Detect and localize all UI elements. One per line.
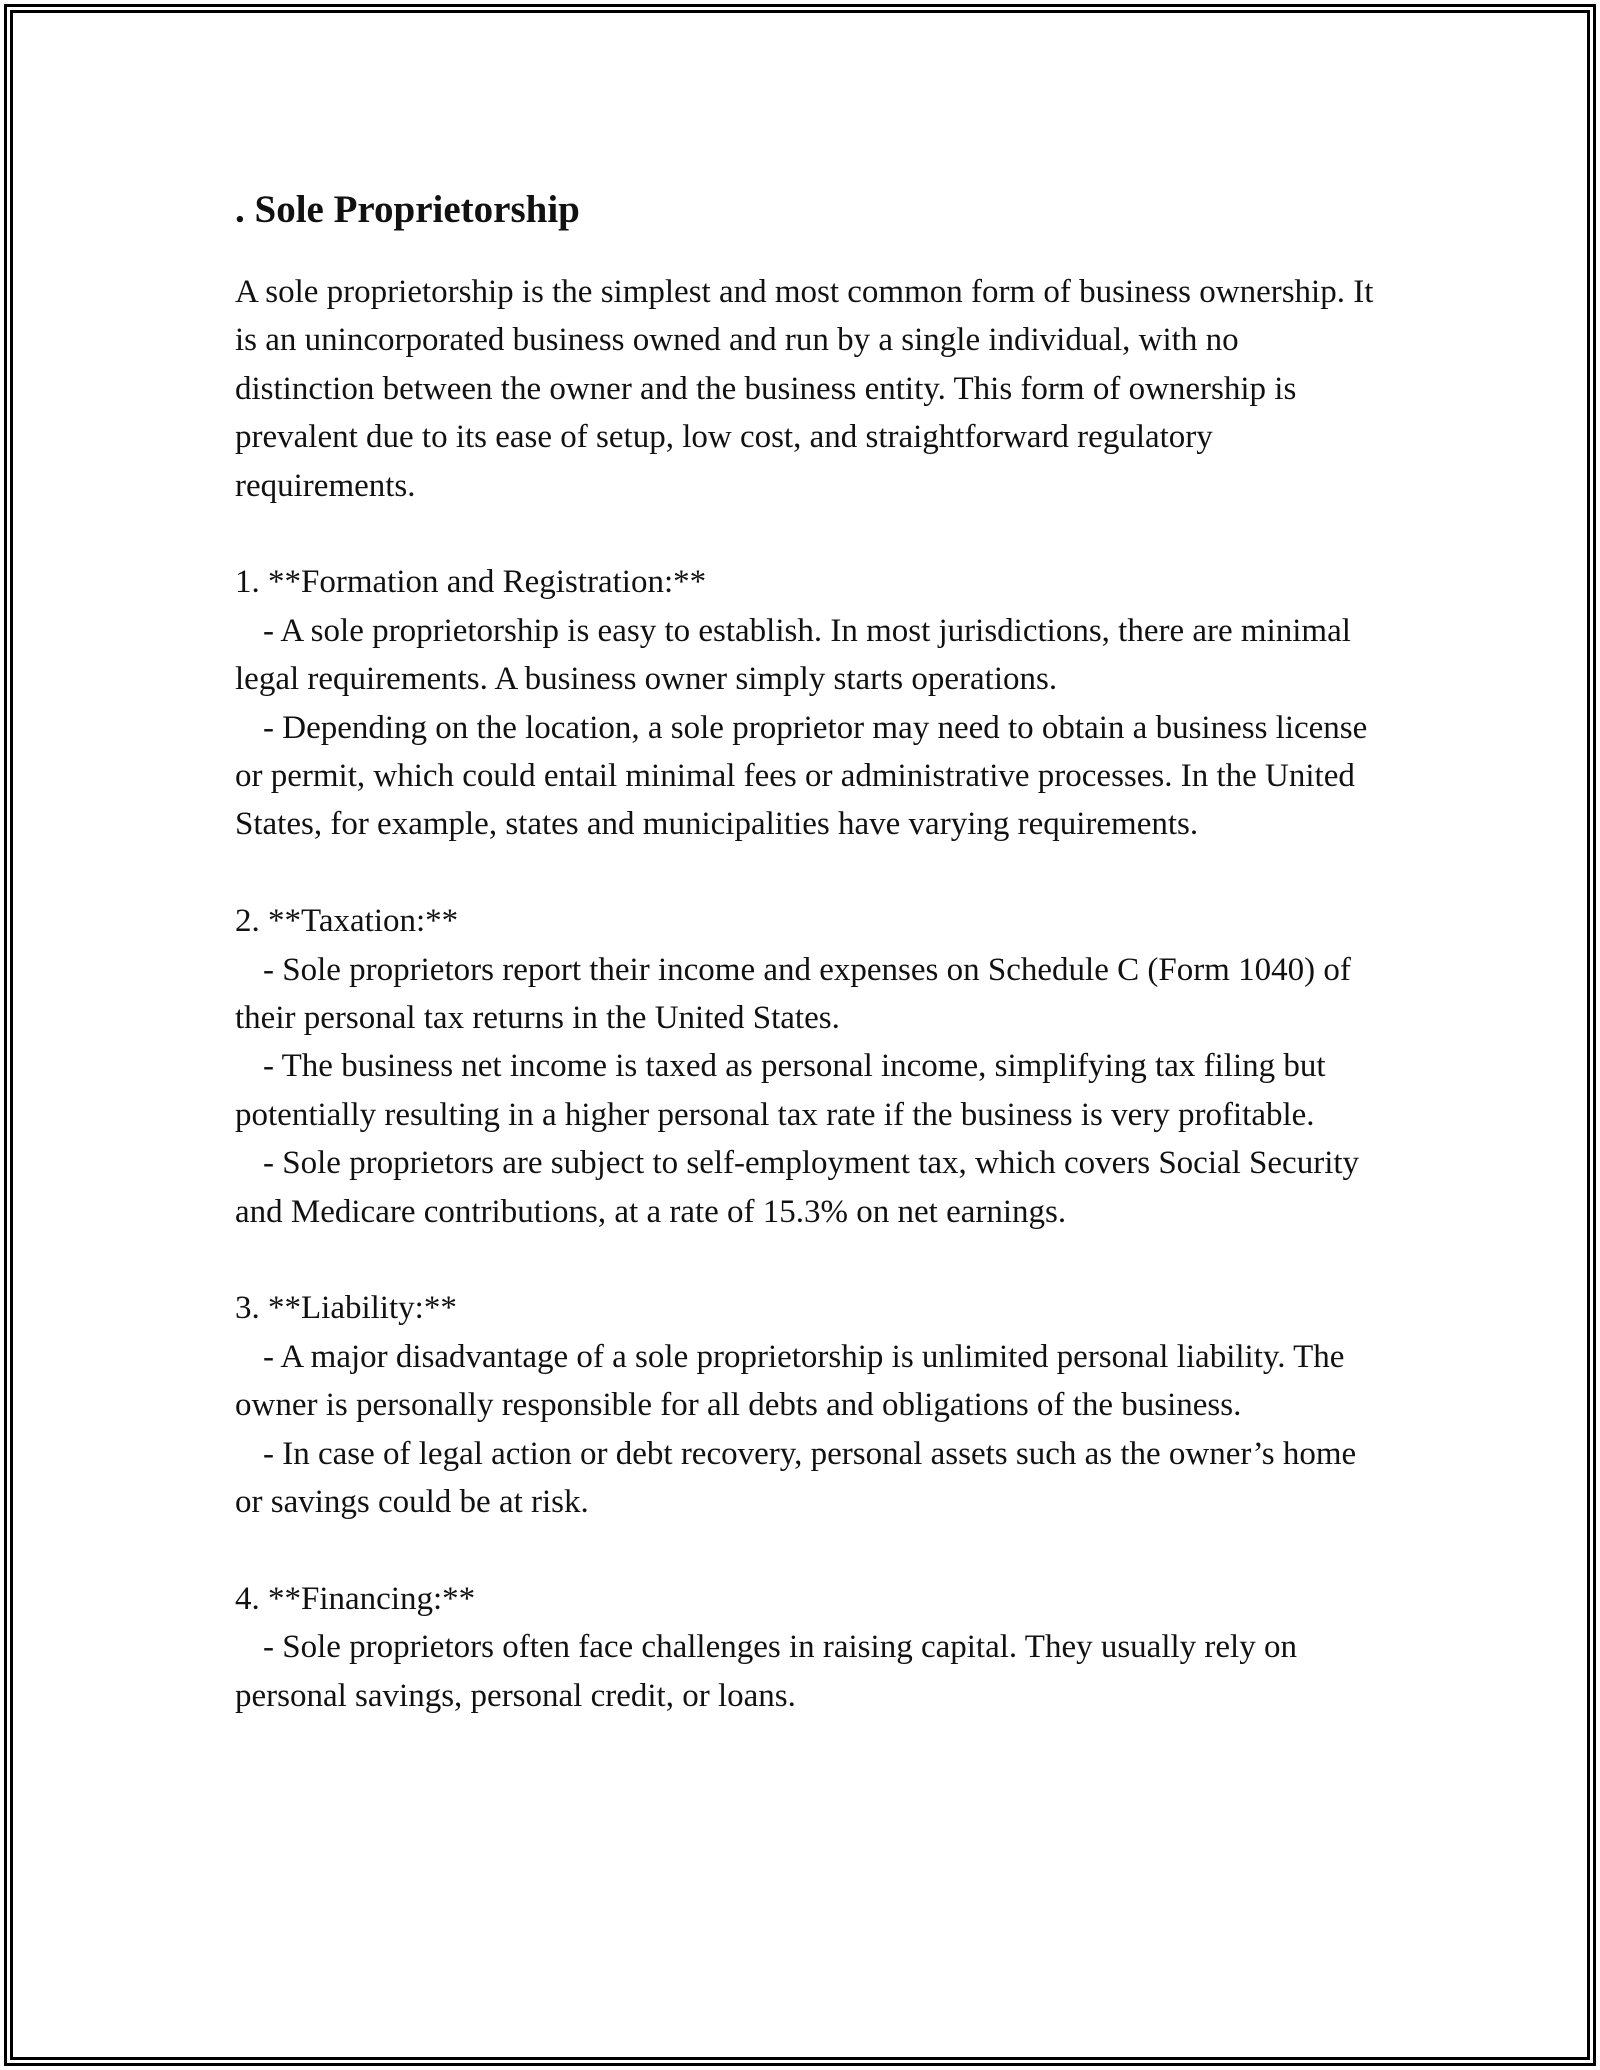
intro-paragraph: A sole proprietorship is the simplest and most common form of business ownership. It is an unincorporated business owned and run by a single individual, with no distinction between the owner and the business entity. This form of ownership is prevalent due to its ease of setup, low cost, and straightforward regulatory requirements. xyxy=(235,274,1374,504)
bullet-item: - A sole proprietorship is easy to establish. In most jurisdictions, there are minimal legal requirements. A business owner simply starts operations. xyxy=(235,612,1351,698)
section-spacer xyxy=(235,1527,1375,1575)
section-taxation xyxy=(235,897,1375,1236)
document-body xyxy=(235,185,1375,1720)
section-spacer xyxy=(235,849,1375,897)
bullet-item: - Sole proprietors often face challenges in raising capital. They usually rely on personal savings, personal credit, or loans. xyxy=(235,1629,1297,1714)
bullet-item: - In case of legal action or debt recovery, personal assets such as the owner’s home or savings could be at risk. xyxy=(235,1435,1357,1521)
section-formation xyxy=(235,558,1375,848)
bullet-item: - A major disadvantage of a sole proprietorship is unlimited personal liability. The owner is personally responsible for all debts and obligations of the business. xyxy=(235,1338,1345,1424)
section-liability xyxy=(235,1284,1375,1526)
section-heading: 4. **Financing:** xyxy=(235,1580,476,1617)
section-financing xyxy=(235,1575,1375,1720)
section-heading: 2. **Taxation:** xyxy=(235,903,459,940)
section-heading: 1. **Formation and Registration:** xyxy=(235,564,707,601)
bullet-item: - Depending on the location, a sole proprietor may need to obtain a business license or permit, which could entail minimal fees or administrative processes. In the United States, for example, states and municipalities have varying requirements. xyxy=(235,709,1368,843)
bullet-item: - Sole proprietors are subject to self-employment tax, which covers Social Security and Medicare contributions, at a rate of 15.3% on net earnings. xyxy=(235,1145,1360,1230)
page-title: . Sole Proprietorship xyxy=(235,188,580,231)
section-heading: 3. **Liability:** xyxy=(235,1290,457,1327)
section-spacer xyxy=(235,510,1375,558)
section-spacer xyxy=(235,1236,1375,1284)
bullet-item: - The business net income is taxed as personal income, simplifying tax filing but potentially resulting in a higher personal tax rate if the business is very profitable. xyxy=(235,1048,1326,1133)
bullet-item: - Sole proprietors report their income and expenses on Schedule C (Form 1040) of their personal tax returns in the United States. xyxy=(235,951,1351,1037)
